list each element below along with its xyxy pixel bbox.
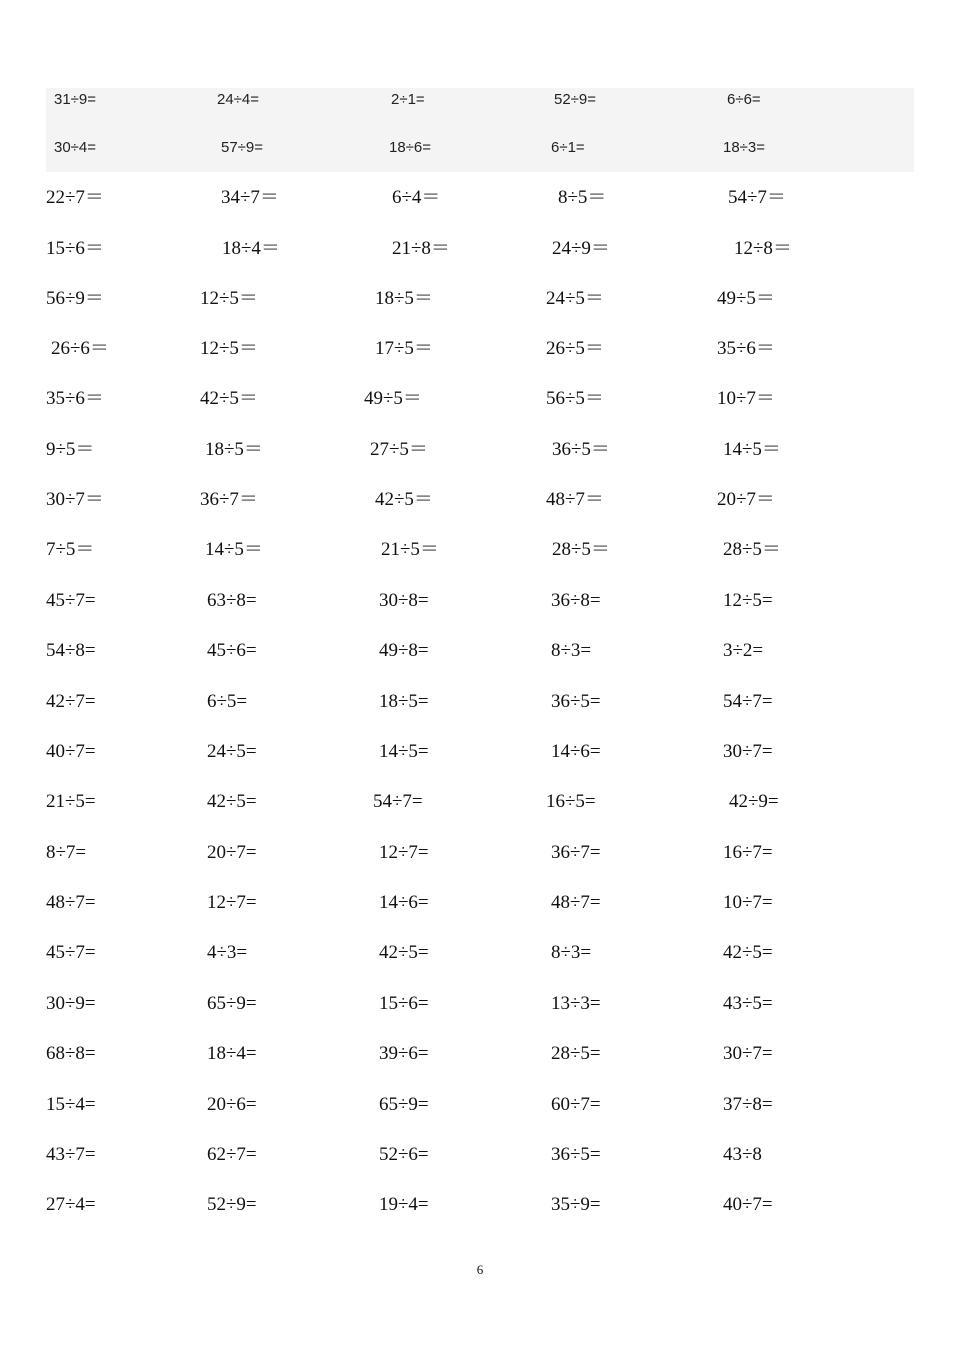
division-problem: 42÷5= [723,942,773,963]
division-problem: 18÷3= [723,139,766,156]
division-problem: 42÷5＝ [375,489,433,510]
division-problem: 8÷7= [46,842,87,863]
division-problem: 22÷7＝ [46,187,104,208]
division-problem: 30÷7= [723,741,773,762]
division-problem: 12÷5＝ [200,338,258,359]
division-problem: 31÷9= [54,91,97,108]
division-problem: 62÷7= [207,1144,257,1165]
division-problem: 52÷6= [379,1144,429,1165]
division-problem: 30÷8= [379,590,429,611]
problem-row [0,384,960,414]
division-problem: 43÷8 [723,1144,762,1165]
division-problem: 18÷5= [379,691,429,712]
division-problem: 18÷4＝ [222,238,280,259]
division-problem: 21÷5＝ [381,539,439,560]
division-problem: 30÷7= [723,1043,773,1064]
division-problem: 35÷9= [551,1194,601,1215]
division-problem: 24÷5＝ [546,288,604,309]
division-problem: 37÷8= [723,1094,773,1115]
division-problem: 24÷5= [207,741,257,762]
division-problem: 18÷5＝ [205,439,263,460]
division-problem: 12÷5= [723,590,773,611]
division-problem: 28÷5＝ [723,539,781,560]
division-problem: 12÷7= [379,842,429,863]
division-problem: 10÷7＝ [717,388,775,409]
division-problem: 9÷5＝ [46,439,95,460]
division-problem: 36÷5= [551,691,601,712]
division-problem: 19÷4= [379,1194,429,1215]
header-problem-row [0,133,960,163]
problem-row [0,838,960,868]
division-problem: 49÷8= [379,640,429,661]
problem-row [0,485,960,515]
division-problem: 8÷5＝ [558,187,607,208]
division-problem: 6÷6= [727,91,761,108]
division-problem: 10÷7= [723,892,773,913]
division-problem: 36÷7＝ [200,489,258,510]
division-problem: 42÷9= [729,791,779,812]
division-problem: 8÷3= [551,942,592,963]
division-problem: 2÷1= [391,91,425,108]
division-problem: 48÷7= [551,892,601,913]
division-problem: 42÷5= [207,791,257,812]
header-problem-row [0,85,960,115]
division-problem: 28÷5= [551,1043,601,1064]
problem-row [0,183,960,213]
problem-row [0,535,960,565]
division-problem: 43÷5= [723,993,773,1014]
problem-row [0,888,960,918]
division-problem: 6÷4＝ [392,187,441,208]
division-problem: 20÷6= [207,1094,257,1115]
division-problem: 16÷7= [723,842,773,863]
division-problem: 68÷8= [46,1043,96,1064]
division-problem: 20÷7= [207,842,257,863]
division-problem: 30÷9= [46,993,96,1014]
division-problem: 21÷8＝ [392,238,450,259]
division-problem: 56÷9＝ [46,288,104,309]
division-problem: 24÷9＝ [552,238,610,259]
division-problem: 42÷7= [46,691,96,712]
division-problem: 63÷8= [207,590,257,611]
division-problem: 17÷5＝ [375,338,433,359]
division-problem: 27÷5＝ [370,439,428,460]
division-problem: 45÷7= [46,590,96,611]
division-problem: 30÷7＝ [46,489,104,510]
division-problem: 52÷9= [554,91,597,108]
division-problem: 8÷3= [551,640,592,661]
division-problem: 6÷5= [207,691,248,712]
problem-row [0,234,960,264]
division-problem: 15÷6＝ [46,238,104,259]
division-problem: 40÷7= [46,741,96,762]
problem-row [0,636,960,666]
division-problem: 7÷5＝ [46,539,95,560]
problem-row [0,1190,960,1220]
division-problem: 36÷5= [551,1144,601,1165]
division-problem: 14÷6= [551,741,601,762]
problem-row [0,687,960,717]
division-problem: 14÷5＝ [723,439,781,460]
division-problem: 60÷7= [551,1094,601,1115]
division-problem: 12÷7= [207,892,257,913]
division-problem: 43÷7= [46,1144,96,1165]
problem-row [0,1140,960,1170]
division-problem: 36÷5＝ [552,439,610,460]
division-problem: 12÷5＝ [200,288,258,309]
division-problem: 35÷6＝ [717,338,775,359]
division-problem: 57÷9= [221,139,264,156]
division-problem: 34÷7＝ [221,187,279,208]
problem-row [0,334,960,364]
division-problem: 18÷5＝ [375,288,433,309]
division-problem: 28÷5＝ [552,539,610,560]
division-problem: 45÷6= [207,640,257,661]
division-problem: 39÷6= [379,1043,429,1064]
division-problem: 14÷5= [379,741,429,762]
division-problem: 45÷7= [46,942,96,963]
problem-row [0,737,960,767]
division-problem: 14÷5＝ [205,539,263,560]
problem-row [0,1039,960,1069]
division-problem: 65÷9= [379,1094,429,1115]
division-problem: 36÷8= [551,590,601,611]
division-problem: 54÷7= [723,691,773,712]
division-problem: 6÷1= [551,139,585,156]
division-problem: 4÷3= [207,942,248,963]
division-problem: 26÷5＝ [546,338,604,359]
division-problem: 14÷6= [379,892,429,913]
division-problem: 54÷7＝ [728,187,786,208]
division-problem: 54÷8= [46,640,96,661]
division-problem: 3÷2= [723,640,764,661]
division-problem: 27÷4= [46,1194,96,1215]
problem-row [0,938,960,968]
division-problem: 18÷6= [389,139,432,156]
division-problem: 18÷4= [207,1043,257,1064]
problem-row [0,787,960,817]
division-problem: 54÷7= [373,791,423,812]
division-problem: 15÷4= [46,1094,96,1115]
division-problem: 40÷7= [723,1194,773,1215]
division-problem: 42÷5= [379,942,429,963]
division-problem: 65÷9= [207,993,257,1014]
division-problem: 49÷5＝ [364,388,422,409]
division-problem: 24÷4= [217,91,260,108]
division-problem: 52÷9= [207,1194,257,1215]
division-problem: 21÷5= [46,791,96,812]
problem-row [0,989,960,1019]
division-problem: 12÷8＝ [734,238,792,259]
problem-row [0,435,960,465]
division-problem: 20÷7＝ [717,489,775,510]
division-problem: 42÷5＝ [200,388,258,409]
division-problem: 48÷7= [46,892,96,913]
division-problem: 16÷5= [546,791,596,812]
division-problem: 56÷5＝ [546,388,604,409]
problem-row [0,586,960,616]
division-problem: 35÷6＝ [46,388,104,409]
page-number: 6 [476,1262,484,1277]
division-problem: 49÷5＝ [717,288,775,309]
division-problem: 13÷3= [551,993,601,1014]
division-problem: 15÷6= [379,993,429,1014]
problem-row [0,284,960,314]
division-problem: 26÷6＝ [51,338,109,359]
division-problem: 30÷4= [54,139,97,156]
problem-row [0,1090,960,1120]
division-problem: 48÷7＝ [546,489,604,510]
division-problem: 36÷7= [551,842,601,863]
